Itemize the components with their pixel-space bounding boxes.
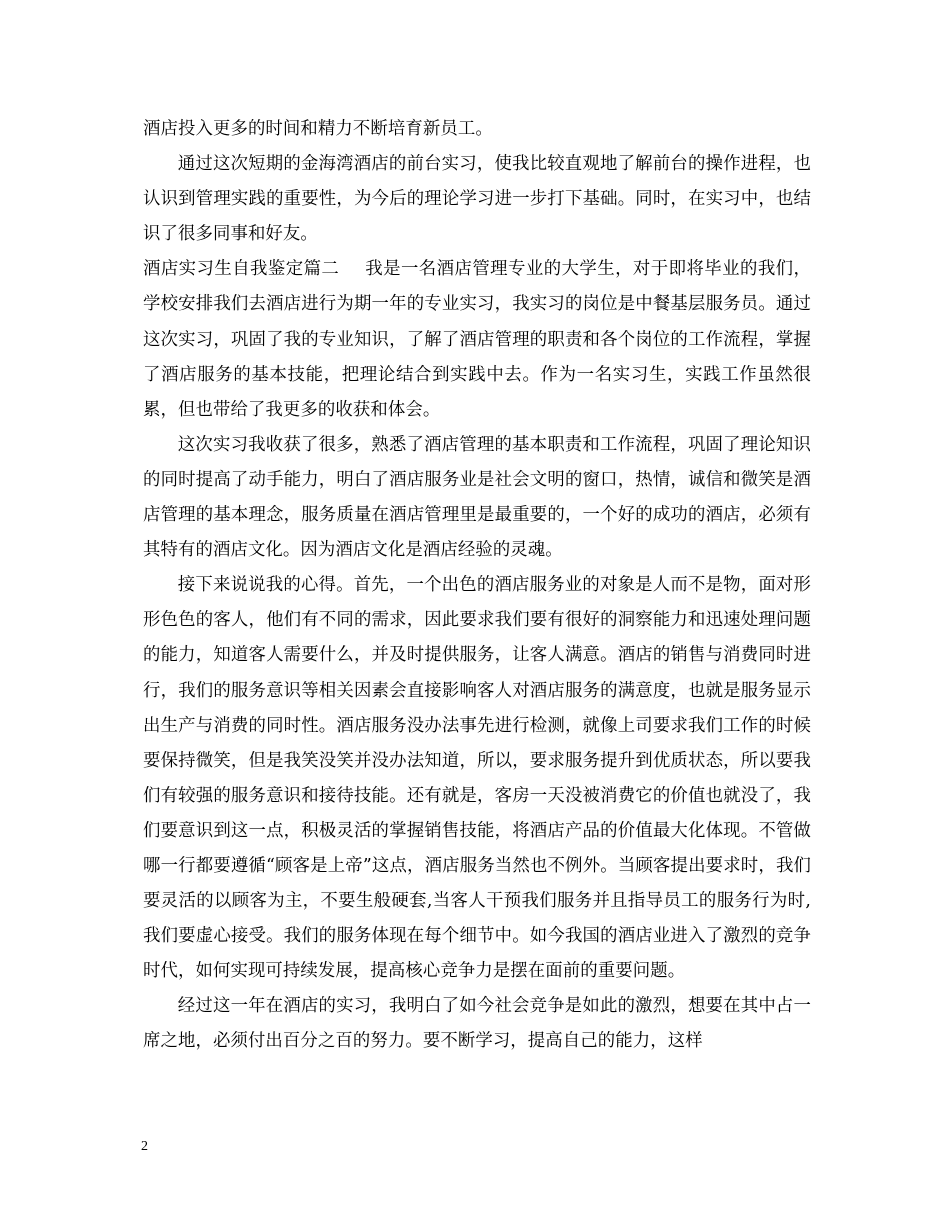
paragraph-1: 酒店投入更多的时间和精力不断培育新员工。 xyxy=(143,119,493,139)
paragraph-2: 通过这次短期的金海湾酒店的前台实习，使我比较直观地了解前台的操作进程，也认识到管理实践的重要性，为今后的理论学习进一步打下基础。同时，在实习中，也结识了很多同事和好友。 xyxy=(143,154,811,245)
paragraph-3 xyxy=(143,252,811,427)
section-heading: 酒店实习生自我鉴定篇二 xyxy=(143,259,340,280)
paragraph-3-text: 我是一名酒店管理专业的大学生，对于即将毕业的我们，学校安排我们去酒店进行为期一年的专业实习，我实习的岗位是中餐基层服务员。通过这次实习，巩固了我的专业知识，了解了酒店管理的职责和各个岗位的工作流程，掌握了酒店服务的基本技能，把理论结合到实践中去。作为一名实习生，实践工作虽然很累，但也带给了我更多的收获和体会。 xyxy=(143,259,811,420)
paragraph-4: 这次实习我收获了很多，熟悉了酒店管理的基本职责和工作流程，巩固了理论知识的同时提高了动手能力，明白了酒店服务业是社会文明的窗口，热情，诚信和微笑是酒店管理的基本理念，服务质量在酒店管理里是最重要的，一个好的成功的酒店，必须有其特有的酒店文化。因为酒店文化是酒店经验的灵魂。 xyxy=(143,434,811,561)
paragraph-6: 经过这一年在酒店的实习，我明白了如今社会竞争是如此的激烈，想要在其中占一席之地，必须付出百分之百的努力。要不断学习，提高自己的能力，这样 xyxy=(143,996,811,1052)
paragraph-5: 接下来说说我的心得。首先，一个出色的酒店服务业的对象是人而不是物，面对形形色色的客人，他们有不同的需求，因此要求我们要有很好的洞察能力和迅速处理问题的能力，知道客人需要什么，并及时提供服务，让客人满意。酒店的销售与消费同时进行，我们的服务意识等相关因素会直接影响客人对酒店服务的满意度，也就是服务显示出生产与消费的同时性。酒店服务没办法事先进行检测，就像上司要求我们工作的时候要保持微笑，但是我笑没笑并没办法知道，所以，要求服务提升到优质状态，所以要我们有较强的服务意识和接待技能。还有就是，客房一天没被消费它的价值也就没了，我们要意识到这一点，积极灵活的掌握销售技能，将酒店产品的价值最大化体现。不管做哪一行都要遵循“顾客是上帝”这点，酒店服务当然也不例外。当顾客提出要求时，我们要灵活的以顾客为主，不要生般硬套,当客人干预我们服务并且指导员工的服务行为时,我们要虚心接受。我们的服务体现在每个细节中。如今我国的酒店业进入了激烈的竞争时代，如何实现可持续发展，提高核心竞争力是摆在面前的重要问题。 xyxy=(143,575,811,982)
page-number: 2 xyxy=(141,1139,148,1154)
document-body xyxy=(143,112,811,1060)
